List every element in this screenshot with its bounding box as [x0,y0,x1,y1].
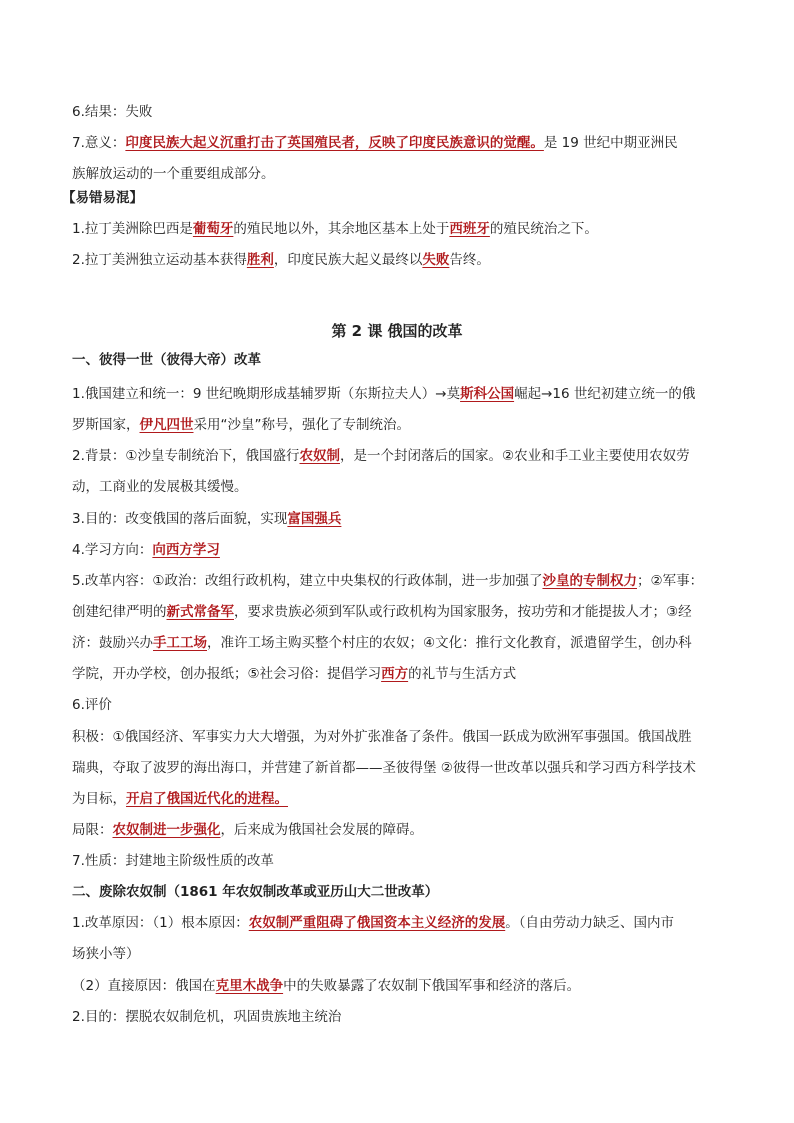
key-phrase: 农奴制进一步强化 [112,822,221,838]
para-6-line-3 [72,789,732,809]
key-phrase: 克里木战争 [215,978,284,994]
text: 2.背景：①沙皇专制统治下，俄国盛行 [72,448,300,464]
key-phrase: 富国强兵 [287,511,342,527]
text: 4.学习方向： [72,542,153,558]
para-6-line-1 [72,727,732,747]
reason-line-3 [72,976,732,996]
text: 7.性质：封建地主阶级性质的改革 [72,853,274,869]
text: 7.意义： [72,135,126,151]
text: 族解放运动的一个重要组成部分。 [72,166,275,182]
para-1-line-1 [72,384,732,404]
error-item-1 [72,219,732,239]
para-3 [72,509,732,529]
text: 局限： [72,822,113,838]
key-phrase: 开启了俄国近代化的进程。 [126,791,288,807]
text: 6.评价 [72,697,112,713]
text: 告终。 [449,252,490,268]
text: 罗斯国家， [72,417,140,433]
text: 场狭小等） [72,946,140,962]
text: 创建纪律严明的 [72,604,167,620]
text: 二、废除农奴制（1861 年农奴制改革或亚历山大二世改革） [72,884,439,900]
para-5-line-3 [72,633,732,653]
text: 的礼节与生活方式 [408,666,517,682]
text: 1.俄国建立和统一：9 世纪晚期形成基辅罗斯（东斯拉夫人）→莫 [72,386,461,402]
para-1-line-2 [72,415,732,435]
key-phrase: 失败 [422,252,450,268]
key-phrase: 西班牙 [449,221,490,237]
text: 为目标， [72,791,126,807]
key-phrase: 印度民族大起义沉重打击了英国殖民者，反映了印度民族意识的觉醒。 [125,135,544,151]
text: 的殖民统治之下。 [489,221,598,237]
para-7 [72,851,732,871]
text: ，要求贵族必须到军队或行政机构为国家服务，按功劳和才能提拔人才；③经 [234,604,692,620]
para-5-line-4 [72,664,732,684]
section-1-heading [72,350,732,370]
key-phrase: 斯科公国 [460,386,515,402]
key-phrase: 葡萄牙 [192,221,234,237]
para-5-line-1 [72,571,732,591]
key-phrase: 西方 [381,666,409,682]
key-phrase: 手工工场 [153,635,207,651]
text: 。（自由劳动力缺乏、国内市 [505,915,674,931]
para-2-line-2 [72,477,732,497]
text: 是 19 世纪中期亚洲民 [543,135,678,151]
text: 积极：①俄国经济、军事实力大大增强，为对外扩张准备了条件。俄国一跃成为欧洲军事强国。俄国战胜 [72,729,692,745]
text: 采用“沙皇”称号，强化了专制统治。 [193,417,410,433]
key-phrase: 伊凡四世 [139,417,194,433]
text: 5.改革内容：①政治：改组行政机构，建立中央集权的行政体制，进一步加强了 [72,573,543,589]
significance-line-2 [72,164,732,184]
key-phrase: 沙皇的专制权力 [542,573,637,589]
para-5-line-2 [72,602,732,622]
text: 瑞典，夺取了波罗的海出海口，并营建了新首都——圣彼得堡 ②彼得一世改革以强兵和学习西方科学技术 [72,760,696,776]
text: 6.结果：失败 [72,104,153,120]
text: 1.改革原因：（1）根本原因： [72,915,249,931]
text: 【易错易混】 [62,190,143,206]
text: （2）直接原因：俄国在 [72,978,216,994]
key-phrase: 向西方学习 [152,542,220,558]
text: 济：鼓励兴办 [72,635,153,651]
section-header-errors [62,188,722,208]
para-6-line-2 [72,758,732,778]
key-phrase: 农奴制严重阻碍了俄国资本主义经济的发展 [248,915,506,931]
text: 2.拉丁美洲独立运动基本获得 [72,252,247,268]
significance-line [72,133,732,153]
para-4 [72,540,732,560]
text: 1.拉丁美洲除巴西是 [72,221,193,237]
result-line [72,102,732,122]
text: ；②军事： [636,573,704,589]
lesson-title [0,321,794,341]
key-phrase: 农奴制 [299,448,340,464]
para-2-line-1 [72,446,732,466]
para-6-heading [72,695,732,715]
text: 3.目的：改变俄国的落后面貌，实现 [72,511,288,527]
reason-line-1 [72,913,732,933]
reason-line-2 [72,944,732,964]
text: ，印度民族大起义最终以 [273,252,423,268]
text: 学院，开办学校，创办报纸；⑤社会习俗：提倡学习 [72,666,382,682]
key-phrase: 新式常备军 [166,604,234,620]
error-item-2 [72,250,732,270]
key-phrase: 胜利 [246,252,274,268]
text: 2.目的：摆脱农奴制危机，巩固贵族地主统治 [72,1009,342,1025]
text: ，准许工场主购买整个村庄的农奴；④文化：推行文化教育，派遣留学生，创办科 [207,635,692,651]
text: ，后来成为俄国社会发展的障碍。 [220,822,423,838]
text: 动，工商业的发展极其缓慢。 [72,479,248,495]
text: ，是一个封闭落后的国家。②农业和手工业主要使用农奴劳 [339,448,690,464]
para-6-limitation [72,820,732,840]
text: 中的失败暴露了农奴制下俄国军事和经济的落后。 [283,978,581,994]
purpose-line [72,1007,732,1027]
text: 第 2 课 俄国的改革 [331,322,463,340]
text: 的殖民地以外，其余地区基本上处于 [233,221,450,237]
text: 崛起→16 世纪初建立统一的俄 [514,386,696,402]
section-2-heading [72,882,732,902]
text: 一、彼得一世（彼得大帝）改革 [72,352,261,368]
